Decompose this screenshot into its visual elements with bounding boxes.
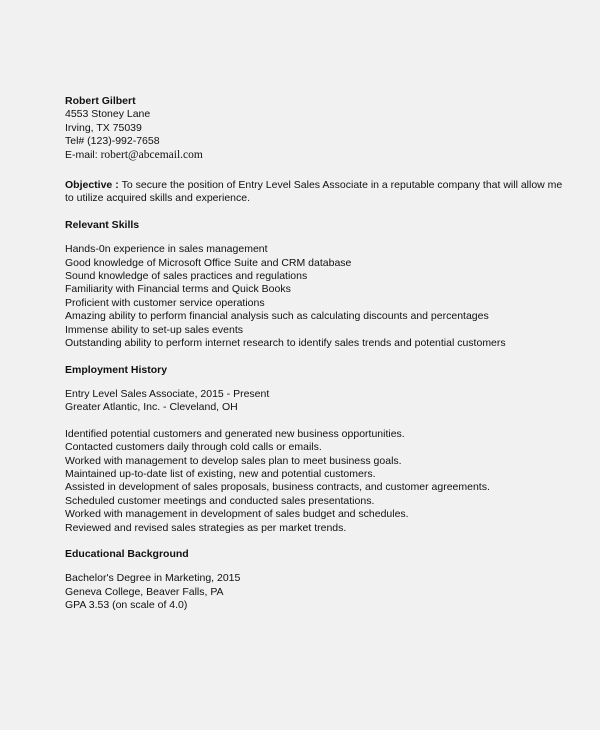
skills-section: [65, 219, 565, 351]
education-school: Geneva College, Beaver Falls, PA: [65, 585, 224, 598]
education-heading: Educational Background: [65, 547, 189, 560]
email-address: robert@abcemail.com: [100, 148, 203, 161]
education-section: [65, 548, 565, 613]
objective-text-line-1: To secure the position of Entry Level Sales Associate in a reputable company that will allow me: [121, 179, 563, 192]
job-duty: Maintained up-to-date list of existing, new and potential customers.: [65, 467, 376, 480]
street-address: 4553 Stoney Lane: [65, 108, 151, 121]
telephone: Tel# (123)-992-7658: [65, 135, 160, 148]
education-gpa: GPA 3.53 (on scale of 4.0): [65, 599, 188, 612]
skill-item: Good knowledge of Microsoft Office Suite and CRM database: [65, 256, 352, 269]
job-duty: Assisted in development of sales proposals, business contracts, and customer agreements.: [65, 481, 490, 494]
skill-item: Proficient with customer service operations: [65, 296, 265, 309]
resume-document: [65, 95, 565, 613]
skill-item: Amazing ability to perform financial analysis such as calculating discounts and percentages: [65, 310, 489, 323]
job-duty: Worked with management to develop sales plan to meet business goals.: [65, 454, 402, 467]
employment-section: [65, 364, 565, 535]
job-duty: Scheduled customer meetings and conducted sales presentations.: [65, 494, 375, 507]
city-state-zip: Irving, TX 75039: [65, 121, 142, 134]
job-position: Entry Level Sales Associate, 2015 - Present: [65, 387, 270, 400]
skill-item: Hands-0n experience in sales management: [65, 243, 268, 256]
employment-heading: Employment History: [65, 363, 168, 376]
education-degree: Bachelor's Degree in Marketing, 2015: [65, 572, 241, 585]
skill-item: Outstanding ability to perform internet research to identify sales trends and potential customers: [65, 337, 506, 350]
job-duty: Worked with management in development of sales budget and schedules.: [65, 508, 409, 521]
objective-text-line-2: to utilize acquired skills and experience.: [65, 192, 251, 205]
objective-label: Objective :: [65, 179, 122, 192]
email-label: E-mail:: [65, 148, 101, 161]
candidate-name: Robert Gilbert: [65, 95, 136, 107]
job-duty: Contacted customers daily through cold calls or emails.: [65, 441, 322, 454]
skill-item: Immense ability to set-up sales events: [65, 323, 243, 336]
job-duty: Reviewed and revised sales strategies as per market trends.: [65, 521, 347, 534]
job-duty: Identified potential customers and generated new business opportunities.: [65, 427, 405, 440]
skill-item: Familiarity with Financial terms and Quick Books: [65, 283, 291, 296]
objective-section: [65, 179, 565, 206]
contact-block: [65, 95, 565, 162]
job-company: Greater Atlantic, Inc. - Cleveland, OH: [65, 401, 238, 414]
skill-item: Sound knowledge of sales practices and regulations: [65, 270, 308, 283]
email-line: [65, 149, 565, 162]
skills-heading: Relevant Skills: [65, 218, 140, 231]
